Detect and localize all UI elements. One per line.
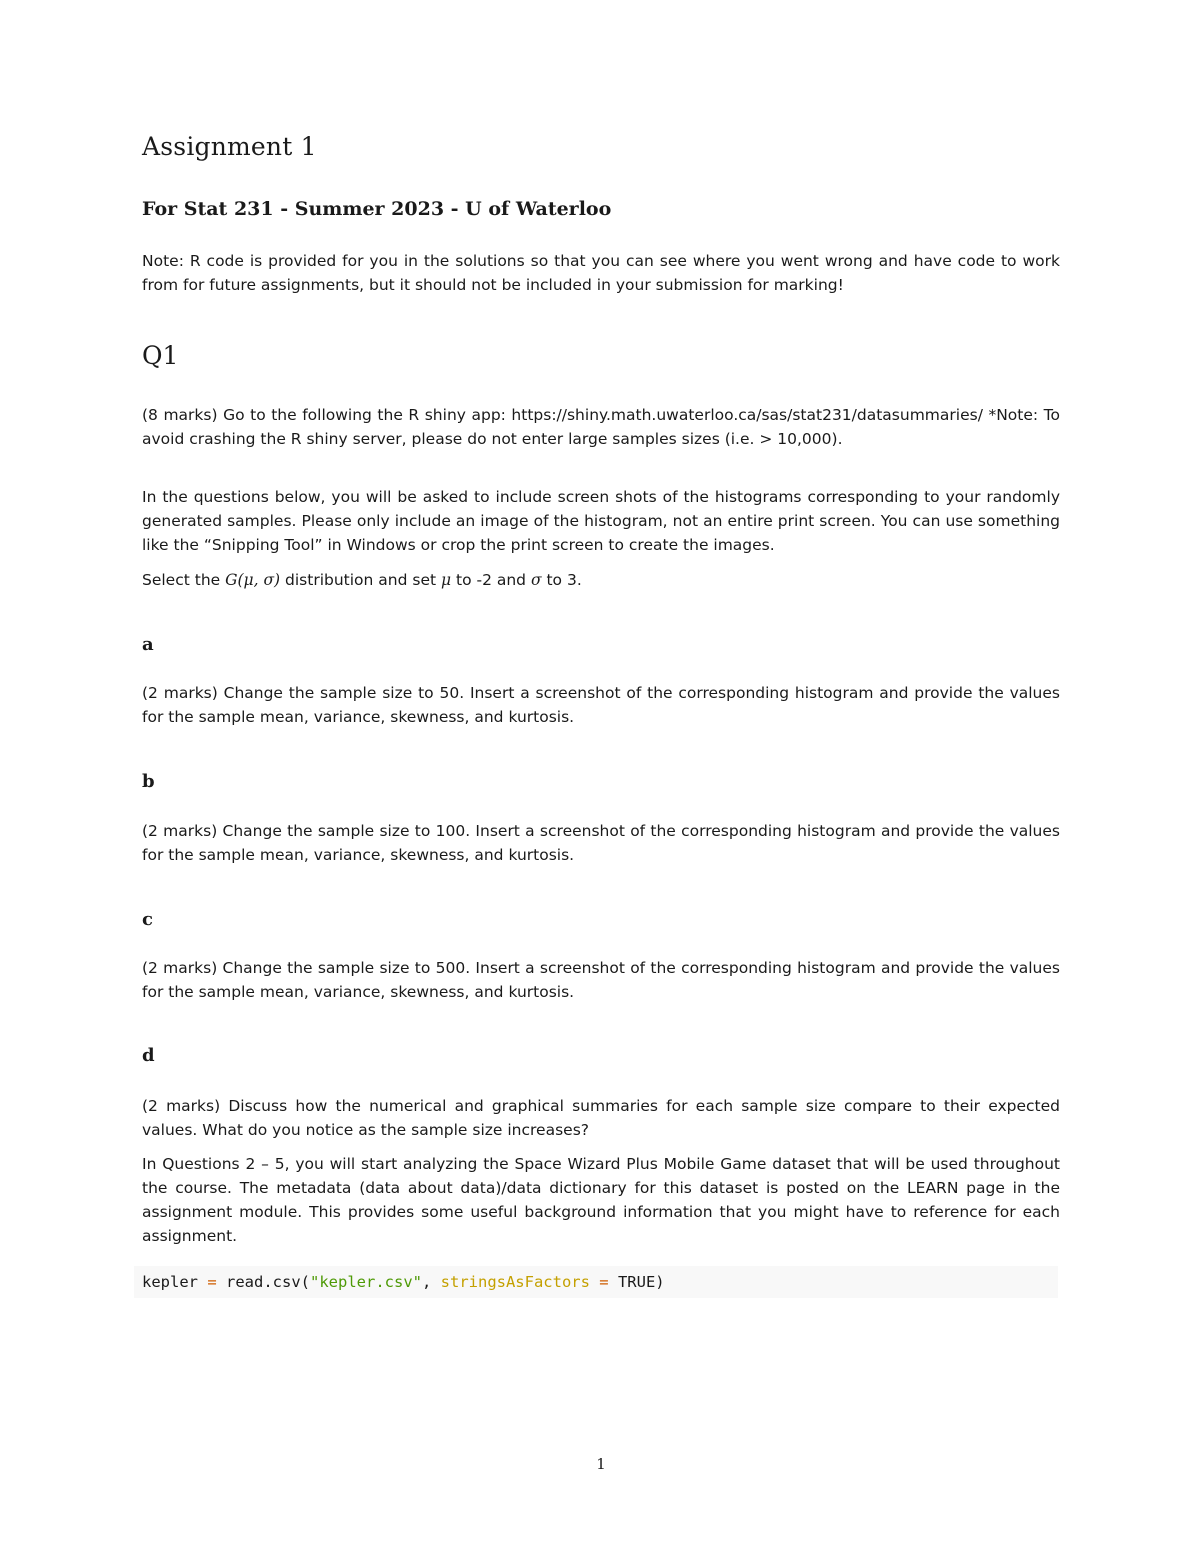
document-title: Assignment 1: [142, 132, 317, 161]
questions-intro-paragraph: In Questions 2 – 5, you will start analyzing the Space Wizard Plus Mobile Game dataset that will be used throughout the course. The metadata (data about data)/data dictionary for this dataset is posted on the LEARN page in the assignment module. This provides some useful background information that you might have to reference for each assignment.: [142, 1155, 1060, 1245]
code-comma: ,: [421, 1273, 441, 1291]
part-text-c: (2 marks) Change the sample size to 500. Insert a screenshot of the corresponding histogram and provide the values for the sample mean, variance, skewness, and kurtosis.: [142, 959, 1060, 1001]
part-text-a: (2 marks) Change the sample size to 50. Insert a screenshot of the corresponding histogram and provide the values for the sample mean, variance, skewness, and kurtosis.: [142, 684, 1060, 726]
q1-select-paragraph: [142, 568, 1060, 592]
select-prefix: Select the: [142, 571, 226, 589]
part-heading-a: a: [142, 634, 154, 655]
part-text-b: (2 marks) Change the sample size to 100. Insert a screenshot of the corresponding histogram and provide the values for the sample mean, variance, skewness, and kurtosis.: [142, 822, 1060, 864]
q1-instructions-paragraph: In the questions below, you will be asked to include screen shots of the histograms corresponding to your randomly generated samples. Please only include an image of the histogram, not an entire print screen. You can use something like the “Snipping Tool” in Windows or crop the print screen to create the images.: [142, 488, 1060, 554]
mu-symbol: μ: [440, 571, 452, 589]
code-value: TRUE): [617, 1273, 665, 1291]
question-heading-q1: Q1: [142, 341, 179, 370]
note-paragraph: Note: R code is provided for you in the solutions so that you can see where you went wrong and have code to work from for future assignments, but it should not be included in your submission for marking!: [142, 252, 1060, 294]
q1-intro-paragraph: (8 marks) Go to the following the R shiny app: https://shiny.math.uwaterloo.ca/sas/stat231/datasummaries/ *Note: To avoid crashing the R shiny server, please do not enter large samples sizes (i.e. > 10,000).: [142, 406, 1060, 448]
select-mid2: to -2 and: [451, 571, 531, 589]
part-heading-c: c: [142, 909, 153, 930]
sigma-symbol: σ: [530, 571, 542, 589]
r-code-block: [134, 1266, 1058, 1298]
part-heading-b: b: [142, 771, 155, 792]
part-heading-d: d: [142, 1045, 155, 1066]
code-equals: =: [589, 1273, 618, 1291]
part-text-d: (2 marks) Discuss how the numerical and graphical summaries for each sample size compare to their expected values. What do you notice as the sample size increases?: [142, 1097, 1060, 1139]
code-argument: stringsAsFactors: [440, 1273, 590, 1291]
code-function: read.csv(: [226, 1273, 310, 1291]
select-end: to 3.: [541, 571, 582, 589]
code-assign-operator: =: [198, 1273, 226, 1291]
document-subtitle: For Stat 231 - Summer 2023 - U of Waterloo: [142, 198, 612, 220]
code-string: "kepler.csv": [310, 1273, 422, 1291]
page-number: 1: [596, 1455, 606, 1473]
select-mid1: distribution and set: [280, 571, 441, 589]
code-variable: kepler: [142, 1273, 198, 1291]
distribution-symbol: G(μ, σ): [225, 571, 281, 589]
